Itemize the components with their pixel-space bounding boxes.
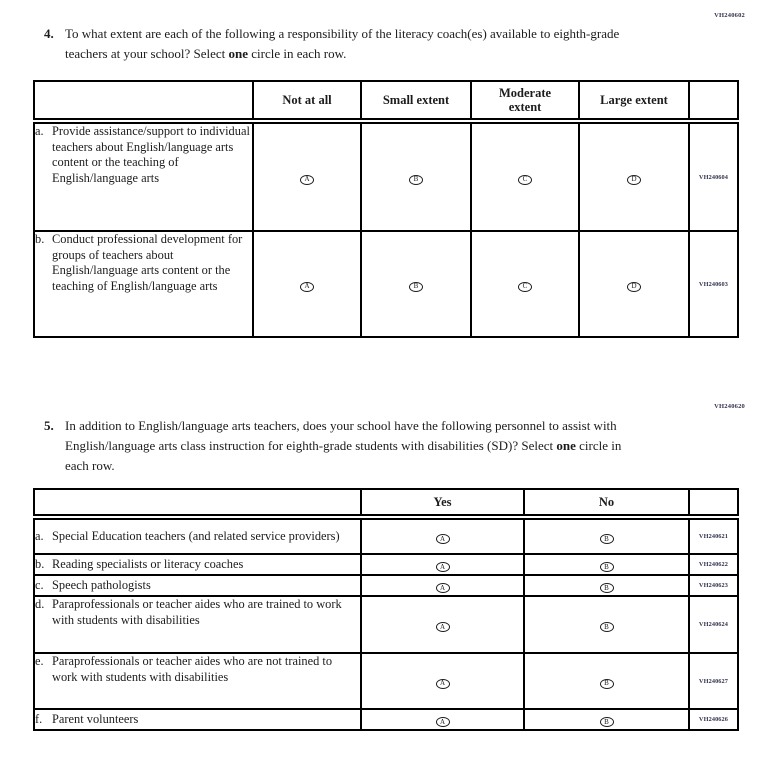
option-bubble-yes[interactable]: A bbox=[436, 534, 450, 544]
row-label: Reading specialists or literacy coaches bbox=[52, 556, 244, 571]
question-5-number: 5. bbox=[44, 418, 54, 433]
row-label-cell bbox=[34, 575, 361, 596]
table-row-q5c bbox=[34, 575, 738, 596]
option-bubble-no[interactable]: B bbox=[600, 583, 614, 593]
header-moderate-extent-label: Moderate extent bbox=[498, 85, 552, 114]
table-header-row bbox=[34, 489, 738, 517]
question-4-text-suffix: circle in each row. bbox=[248, 46, 347, 61]
row-label-cell bbox=[34, 653, 361, 709]
option-bubble-no[interactable]: B bbox=[600, 679, 614, 689]
question-5-text-suffix: circle in each row. bbox=[65, 438, 622, 473]
question-5-table bbox=[33, 488, 739, 731]
option-cell bbox=[253, 231, 361, 337]
row-label: Parent volunteers bbox=[52, 711, 139, 726]
question-5 bbox=[44, 416, 640, 476]
row-label-cell bbox=[34, 554, 361, 575]
option-bubble-large-extent[interactable]: D bbox=[627, 175, 641, 185]
row-label-cell bbox=[34, 231, 253, 337]
option-bubble-not-at-all[interactable]: A bbox=[300, 282, 314, 292]
table-row-q5a bbox=[34, 517, 738, 554]
header-not-at-all-label: Not at all bbox=[282, 92, 332, 107]
option-cell bbox=[524, 517, 689, 554]
option-cell bbox=[471, 231, 579, 337]
row-letter: f. bbox=[35, 711, 43, 726]
row-label-cell bbox=[34, 517, 361, 554]
row-label: Conduct professional development for groups of teachers about English/language arts content or the teaching of English/language arts bbox=[52, 232, 243, 293]
row-letter: b. bbox=[35, 556, 45, 571]
option-cell bbox=[524, 575, 689, 596]
header-yes-label: Yes bbox=[433, 494, 452, 509]
row-code: VH240622 bbox=[689, 554, 738, 575]
option-cell bbox=[361, 121, 471, 231]
question-4-number: 4. bbox=[44, 26, 54, 41]
option-cell bbox=[361, 709, 524, 730]
option-bubble-large-extent[interactable]: D bbox=[627, 282, 641, 292]
question-4-text bbox=[65, 24, 640, 64]
header-code-blank bbox=[689, 489, 738, 517]
option-cell bbox=[524, 596, 689, 653]
option-cell bbox=[524, 554, 689, 575]
option-cell bbox=[253, 121, 361, 231]
option-bubble-yes[interactable]: A bbox=[436, 717, 450, 727]
header-blank bbox=[34, 81, 253, 121]
row-letter: e. bbox=[35, 654, 44, 668]
option-bubble-yes[interactable]: A bbox=[436, 562, 450, 572]
question-4 bbox=[44, 24, 640, 64]
option-bubble-yes[interactable]: A bbox=[436, 583, 450, 593]
row-label-cell bbox=[34, 121, 253, 231]
option-cell bbox=[579, 121, 689, 231]
row-code: VH240623 bbox=[689, 575, 738, 596]
table-row-q5f bbox=[34, 709, 738, 730]
table-row-q4a bbox=[34, 121, 738, 231]
option-bubble-moderate-extent[interactable]: C bbox=[518, 282, 532, 292]
option-cell bbox=[361, 653, 524, 709]
row-letter: c. bbox=[35, 577, 44, 592]
question-5-text-prefix: In addition to English/language arts teachers, does your school have the following personnel to assist with English/language arts class instruction for eighth-grade students with disabilities (SD)? Select bbox=[65, 418, 617, 453]
header-code-blank bbox=[689, 81, 738, 121]
option-bubble-yes[interactable]: A bbox=[436, 622, 450, 632]
option-cell bbox=[471, 121, 579, 231]
header-yes bbox=[361, 489, 524, 517]
row-letter: b. bbox=[35, 232, 45, 246]
option-cell bbox=[361, 575, 524, 596]
row-code: VH240604 bbox=[689, 121, 738, 231]
option-bubble-small-extent[interactable]: B bbox=[409, 282, 423, 292]
header-not-at-all bbox=[253, 81, 361, 121]
table-header-row bbox=[34, 81, 738, 121]
option-bubble-yes[interactable]: A bbox=[436, 679, 450, 689]
row-letter: d. bbox=[35, 597, 45, 611]
option-bubble-no[interactable]: B bbox=[600, 717, 614, 727]
option-bubble-not-at-all[interactable]: A bbox=[300, 175, 314, 185]
question-5-code: VH240620 bbox=[714, 403, 745, 410]
option-cell bbox=[524, 709, 689, 730]
header-large-extent-label: Large extent bbox=[600, 92, 668, 107]
option-cell bbox=[361, 596, 524, 653]
row-label: Speech pathologists bbox=[52, 577, 151, 592]
row-letter: a. bbox=[35, 528, 44, 543]
question-4-table bbox=[33, 80, 739, 338]
row-letter: a. bbox=[35, 124, 44, 138]
header-no bbox=[524, 489, 689, 517]
option-cell bbox=[361, 517, 524, 554]
row-code: VH240626 bbox=[689, 709, 738, 730]
option-bubble-no[interactable]: B bbox=[600, 534, 614, 544]
question-4-code: VH240602 bbox=[714, 12, 745, 19]
row-label: Special Education teachers (and related service providers) bbox=[52, 528, 340, 543]
row-code: VH240627 bbox=[689, 653, 738, 709]
question-5-text-bold: one bbox=[556, 438, 576, 453]
option-bubble-moderate-extent[interactable]: C bbox=[518, 175, 532, 185]
header-small-extent-label: Small extent bbox=[382, 92, 450, 107]
option-bubble-no[interactable]: B bbox=[600, 562, 614, 572]
table-row-q5e bbox=[34, 653, 738, 709]
row-code: VH240603 bbox=[689, 231, 738, 337]
table-row-q5b bbox=[34, 554, 738, 575]
row-code: VH240621 bbox=[689, 517, 738, 554]
option-cell bbox=[361, 554, 524, 575]
header-moderate-extent bbox=[471, 81, 579, 121]
option-cell bbox=[361, 231, 471, 337]
option-bubble-small-extent[interactable]: B bbox=[409, 175, 423, 185]
row-label: Paraprofessionals or teacher aides who are trained to work with students with disabilities bbox=[52, 597, 342, 627]
row-code: VH240624 bbox=[689, 596, 738, 653]
table-row-q5d bbox=[34, 596, 738, 653]
row-label: Provide assistance/support to individual teachers about English/language arts content or the teaching of English/language arts bbox=[52, 124, 250, 185]
question-4-text-prefix: To what extent are each of the following a responsibility of the literacy coach(es) available to eighth-grade teachers at your school? Select bbox=[65, 26, 620, 61]
header-no-label: No bbox=[598, 494, 615, 509]
option-cell bbox=[524, 653, 689, 709]
question-5-text bbox=[65, 416, 640, 476]
row-label-cell bbox=[34, 596, 361, 653]
row-label: Paraprofessionals or teacher aides who are not trained to work with students with disabilities bbox=[52, 654, 333, 684]
row-label-cell bbox=[34, 709, 361, 730]
header-blank bbox=[34, 489, 361, 517]
header-large-extent bbox=[579, 81, 689, 121]
header-small-extent bbox=[361, 81, 471, 121]
table-row-q4b bbox=[34, 231, 738, 337]
option-cell bbox=[579, 231, 689, 337]
option-bubble-no[interactable]: B bbox=[600, 622, 614, 632]
question-4-text-bold: one bbox=[228, 46, 249, 61]
